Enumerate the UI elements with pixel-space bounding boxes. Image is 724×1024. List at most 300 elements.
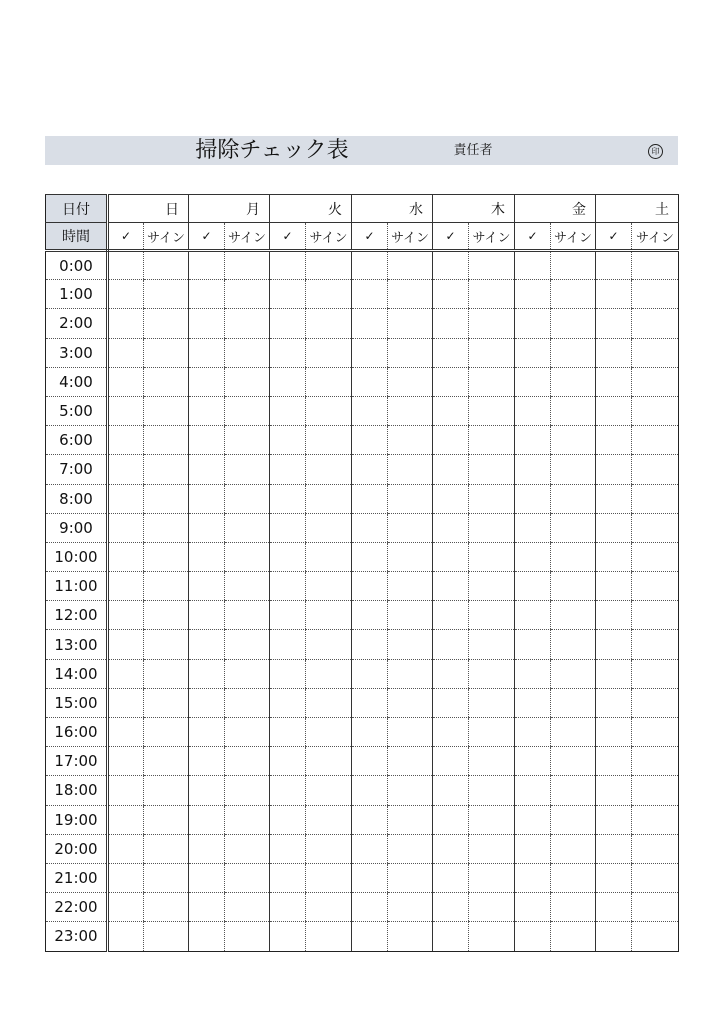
check-cell-mon[interactable]: [189, 630, 225, 659]
check-cell-wed[interactable]: [352, 688, 388, 717]
sign-cell-wed[interactable]: [388, 893, 433, 922]
sign-cell-fri[interactable]: [551, 251, 596, 280]
sign-cell-tue[interactable]: [306, 338, 352, 367]
sign-cell-tue[interactable]: [306, 455, 352, 484]
check-cell-mon[interactable]: [189, 834, 225, 863]
sign-cell-sun[interactable]: [144, 688, 189, 717]
check-cell-thu[interactable]: [433, 776, 469, 805]
sign-cell-fri[interactable]: [551, 688, 596, 717]
check-cell-fri[interactable]: [515, 688, 551, 717]
sign-cell-tue[interactable]: [306, 747, 352, 776]
check-cell-mon[interactable]: [189, 805, 225, 834]
check-cell-mon[interactable]: [189, 688, 225, 717]
check-cell-thu[interactable]: [433, 805, 469, 834]
check-cell-sat[interactable]: [596, 659, 632, 688]
check-cell-mon[interactable]: [189, 455, 225, 484]
sign-cell-mon[interactable]: [225, 426, 270, 455]
sign-cell-sun[interactable]: [144, 542, 189, 571]
check-cell-wed[interactable]: [352, 280, 388, 309]
sign-cell-fri[interactable]: [551, 338, 596, 367]
check-cell-sat[interactable]: [596, 601, 632, 630]
sign-cell-tue[interactable]: [306, 922, 352, 951]
check-cell-thu[interactable]: [433, 834, 469, 863]
check-cell-wed[interactable]: [352, 601, 388, 630]
sign-cell-tue[interactable]: [306, 309, 352, 338]
sign-cell-thu[interactable]: [469, 367, 515, 396]
check-cell-thu[interactable]: [433, 542, 469, 571]
sign-cell-wed[interactable]: [388, 805, 433, 834]
check-cell-mon[interactable]: [189, 484, 225, 513]
sign-cell-mon[interactable]: [225, 309, 270, 338]
sign-cell-fri[interactable]: [551, 513, 596, 542]
sign-cell-wed[interactable]: [388, 747, 433, 776]
check-cell-sun[interactable]: [108, 280, 144, 309]
check-cell-fri[interactable]: [515, 805, 551, 834]
check-cell-fri[interactable]: [515, 893, 551, 922]
sign-cell-sun[interactable]: [144, 338, 189, 367]
check-cell-tue[interactable]: [270, 922, 306, 951]
sign-cell-fri[interactable]: [551, 542, 596, 571]
check-cell-thu[interactable]: [433, 513, 469, 542]
sign-cell-thu[interactable]: [469, 601, 515, 630]
check-cell-sat[interactable]: [596, 251, 632, 280]
check-cell-fri[interactable]: [515, 747, 551, 776]
check-cell-tue[interactable]: [270, 747, 306, 776]
check-cell-wed[interactable]: [352, 338, 388, 367]
check-cell-mon[interactable]: [189, 718, 225, 747]
check-cell-thu[interactable]: [433, 338, 469, 367]
check-cell-fri[interactable]: [515, 251, 551, 280]
check-cell-tue[interactable]: [270, 688, 306, 717]
check-cell-sun[interactable]: [108, 893, 144, 922]
sign-cell-tue[interactable]: [306, 659, 352, 688]
sign-cell-wed[interactable]: [388, 718, 433, 747]
sign-cell-fri[interactable]: [551, 776, 596, 805]
check-cell-sun[interactable]: [108, 251, 144, 280]
check-cell-fri[interactable]: [515, 455, 551, 484]
sign-cell-tue[interactable]: [306, 863, 352, 892]
check-cell-tue[interactable]: [270, 630, 306, 659]
sign-cell-wed[interactable]: [388, 776, 433, 805]
check-cell-wed[interactable]: [352, 893, 388, 922]
sign-cell-wed[interactable]: [388, 601, 433, 630]
sign-cell-sun[interactable]: [144, 893, 189, 922]
sign-cell-thu[interactable]: [469, 572, 515, 601]
sign-cell-tue[interactable]: [306, 718, 352, 747]
check-cell-wed[interactable]: [352, 484, 388, 513]
check-cell-tue[interactable]: [270, 426, 306, 455]
sign-cell-wed[interactable]: [388, 426, 433, 455]
sign-cell-mon[interactable]: [225, 747, 270, 776]
sign-cell-fri[interactable]: [551, 426, 596, 455]
sign-cell-mon[interactable]: [225, 601, 270, 630]
check-cell-mon[interactable]: [189, 922, 225, 951]
check-cell-wed[interactable]: [352, 659, 388, 688]
check-cell-thu[interactable]: [433, 922, 469, 951]
sign-cell-sun[interactable]: [144, 309, 189, 338]
check-cell-sat[interactable]: [596, 426, 632, 455]
check-cell-mon[interactable]: [189, 251, 225, 280]
check-cell-fri[interactable]: [515, 426, 551, 455]
sign-cell-fri[interactable]: [551, 280, 596, 309]
check-cell-tue[interactable]: [270, 718, 306, 747]
sign-cell-fri[interactable]: [551, 367, 596, 396]
sign-cell-thu[interactable]: [469, 280, 515, 309]
sign-cell-mon[interactable]: [225, 776, 270, 805]
check-cell-wed[interactable]: [352, 542, 388, 571]
sign-cell-tue[interactable]: [306, 396, 352, 425]
check-cell-thu[interactable]: [433, 396, 469, 425]
check-cell-wed[interactable]: [352, 863, 388, 892]
sign-cell-tue[interactable]: [306, 834, 352, 863]
check-cell-sun[interactable]: [108, 601, 144, 630]
sign-cell-tue[interactable]: [306, 601, 352, 630]
check-cell-mon[interactable]: [189, 280, 225, 309]
sign-cell-fri[interactable]: [551, 396, 596, 425]
check-cell-thu[interactable]: [433, 367, 469, 396]
check-cell-sun[interactable]: [108, 805, 144, 834]
sign-cell-sun[interactable]: [144, 747, 189, 776]
sign-cell-sat[interactable]: [632, 922, 679, 951]
sign-cell-fri[interactable]: [551, 805, 596, 834]
check-cell-sat[interactable]: [596, 396, 632, 425]
sign-cell-mon[interactable]: [225, 280, 270, 309]
sign-cell-sun[interactable]: [144, 251, 189, 280]
sign-cell-sat[interactable]: [632, 484, 679, 513]
check-cell-wed[interactable]: [352, 805, 388, 834]
check-cell-fri[interactable]: [515, 513, 551, 542]
check-cell-tue[interactable]: [270, 280, 306, 309]
check-cell-sun[interactable]: [108, 484, 144, 513]
sign-cell-tue[interactable]: [306, 426, 352, 455]
check-cell-sun[interactable]: [108, 863, 144, 892]
sign-cell-sat[interactable]: [632, 834, 679, 863]
sign-cell-sun[interactable]: [144, 601, 189, 630]
check-cell-tue[interactable]: [270, 542, 306, 571]
sign-cell-fri[interactable]: [551, 601, 596, 630]
check-cell-wed[interactable]: [352, 367, 388, 396]
check-cell-sun[interactable]: [108, 309, 144, 338]
check-cell-fri[interactable]: [515, 601, 551, 630]
check-cell-fri[interactable]: [515, 338, 551, 367]
check-cell-fri[interactable]: [515, 718, 551, 747]
sign-cell-fri[interactable]: [551, 747, 596, 776]
check-cell-tue[interactable]: [270, 893, 306, 922]
check-cell-sun[interactable]: [108, 542, 144, 571]
sign-cell-wed[interactable]: [388, 455, 433, 484]
sign-cell-thu[interactable]: [469, 396, 515, 425]
check-cell-sun[interactable]: [108, 455, 144, 484]
sign-cell-thu[interactable]: [469, 747, 515, 776]
sign-cell-wed[interactable]: [388, 396, 433, 425]
sign-cell-fri[interactable]: [551, 659, 596, 688]
sign-cell-sun[interactable]: [144, 280, 189, 309]
check-cell-fri[interactable]: [515, 863, 551, 892]
sign-cell-mon[interactable]: [225, 396, 270, 425]
check-cell-sun[interactable]: [108, 338, 144, 367]
sign-cell-wed[interactable]: [388, 922, 433, 951]
check-cell-tue[interactable]: [270, 601, 306, 630]
check-cell-thu[interactable]: [433, 630, 469, 659]
sign-cell-thu[interactable]: [469, 484, 515, 513]
sign-cell-sun[interactable]: [144, 776, 189, 805]
check-cell-wed[interactable]: [352, 396, 388, 425]
check-cell-sat[interactable]: [596, 513, 632, 542]
check-cell-sat[interactable]: [596, 688, 632, 717]
check-cell-sat[interactable]: [596, 718, 632, 747]
check-cell-mon[interactable]: [189, 426, 225, 455]
check-cell-mon[interactable]: [189, 659, 225, 688]
check-cell-mon[interactable]: [189, 747, 225, 776]
check-cell-tue[interactable]: [270, 455, 306, 484]
sign-cell-mon[interactable]: [225, 805, 270, 834]
sign-cell-thu[interactable]: [469, 718, 515, 747]
check-cell-sat[interactable]: [596, 280, 632, 309]
sign-cell-sat[interactable]: [632, 338, 679, 367]
check-cell-sat[interactable]: [596, 922, 632, 951]
sign-cell-wed[interactable]: [388, 688, 433, 717]
check-cell-fri[interactable]: [515, 309, 551, 338]
sign-cell-tue[interactable]: [306, 572, 352, 601]
check-cell-tue[interactable]: [270, 776, 306, 805]
sign-cell-thu[interactable]: [469, 863, 515, 892]
sign-cell-mon[interactable]: [225, 513, 270, 542]
sign-cell-mon[interactable]: [225, 834, 270, 863]
check-cell-tue[interactable]: [270, 572, 306, 601]
sign-cell-sat[interactable]: [632, 572, 679, 601]
sign-cell-sat[interactable]: [632, 601, 679, 630]
sign-cell-sun[interactable]: [144, 863, 189, 892]
check-cell-thu[interactable]: [433, 863, 469, 892]
check-cell-sun[interactable]: [108, 396, 144, 425]
sign-cell-sat[interactable]: [632, 280, 679, 309]
sign-cell-tue[interactable]: [306, 893, 352, 922]
sign-cell-sun[interactable]: [144, 630, 189, 659]
check-cell-thu[interactable]: [433, 280, 469, 309]
sign-cell-thu[interactable]: [469, 426, 515, 455]
sign-cell-mon[interactable]: [225, 718, 270, 747]
sign-cell-thu[interactable]: [469, 455, 515, 484]
check-cell-wed[interactable]: [352, 572, 388, 601]
check-cell-thu[interactable]: [433, 601, 469, 630]
check-cell-thu[interactable]: [433, 659, 469, 688]
check-cell-tue[interactable]: [270, 309, 306, 338]
check-cell-tue[interactable]: [270, 863, 306, 892]
sign-cell-wed[interactable]: [388, 513, 433, 542]
sign-cell-sat[interactable]: [632, 630, 679, 659]
check-cell-tue[interactable]: [270, 396, 306, 425]
check-cell-tue[interactable]: [270, 367, 306, 396]
check-cell-sun[interactable]: [108, 688, 144, 717]
check-cell-tue[interactable]: [270, 659, 306, 688]
sign-cell-fri[interactable]: [551, 484, 596, 513]
sign-cell-wed[interactable]: [388, 834, 433, 863]
check-cell-wed[interactable]: [352, 309, 388, 338]
sign-cell-thu[interactable]: [469, 776, 515, 805]
sign-cell-mon[interactable]: [225, 922, 270, 951]
sign-cell-sun[interactable]: [144, 396, 189, 425]
check-cell-sat[interactable]: [596, 484, 632, 513]
sign-cell-sun[interactable]: [144, 922, 189, 951]
check-cell-sun[interactable]: [108, 659, 144, 688]
check-cell-mon[interactable]: [189, 338, 225, 367]
sign-cell-sun[interactable]: [144, 367, 189, 396]
check-cell-wed[interactable]: [352, 630, 388, 659]
sign-cell-thu[interactable]: [469, 922, 515, 951]
check-cell-wed[interactable]: [352, 513, 388, 542]
sign-cell-tue[interactable]: [306, 280, 352, 309]
check-cell-wed[interactable]: [352, 718, 388, 747]
check-cell-wed[interactable]: [352, 834, 388, 863]
sign-cell-wed[interactable]: [388, 630, 433, 659]
check-cell-mon[interactable]: [189, 776, 225, 805]
sign-cell-tue[interactable]: [306, 805, 352, 834]
check-cell-thu[interactable]: [433, 893, 469, 922]
check-cell-fri[interactable]: [515, 367, 551, 396]
check-cell-sun[interactable]: [108, 747, 144, 776]
check-cell-mon[interactable]: [189, 893, 225, 922]
sign-cell-mon[interactable]: [225, 251, 270, 280]
sign-cell-sun[interactable]: [144, 805, 189, 834]
sign-cell-tue[interactable]: [306, 513, 352, 542]
sign-cell-sat[interactable]: [632, 805, 679, 834]
sign-cell-tue[interactable]: [306, 367, 352, 396]
check-cell-sat[interactable]: [596, 863, 632, 892]
check-cell-sat[interactable]: [596, 309, 632, 338]
sign-cell-fri[interactable]: [551, 893, 596, 922]
sign-cell-sun[interactable]: [144, 659, 189, 688]
sign-cell-sat[interactable]: [632, 426, 679, 455]
check-cell-sun[interactable]: [108, 426, 144, 455]
sign-cell-sat[interactable]: [632, 776, 679, 805]
sign-cell-sat[interactable]: [632, 863, 679, 892]
check-cell-sat[interactable]: [596, 747, 632, 776]
check-cell-fri[interactable]: [515, 630, 551, 659]
sign-cell-sun[interactable]: [144, 426, 189, 455]
check-cell-mon[interactable]: [189, 513, 225, 542]
check-cell-sat[interactable]: [596, 338, 632, 367]
sign-cell-thu[interactable]: [469, 659, 515, 688]
sign-cell-sat[interactable]: [632, 659, 679, 688]
check-cell-sat[interactable]: [596, 367, 632, 396]
check-cell-fri[interactable]: [515, 280, 551, 309]
check-cell-wed[interactable]: [352, 922, 388, 951]
sign-cell-sat[interactable]: [632, 513, 679, 542]
sign-cell-wed[interactable]: [388, 863, 433, 892]
sign-cell-wed[interactable]: [388, 542, 433, 571]
check-cell-fri[interactable]: [515, 659, 551, 688]
sign-cell-fri[interactable]: [551, 834, 596, 863]
sign-cell-mon[interactable]: [225, 893, 270, 922]
check-cell-tue[interactable]: [270, 251, 306, 280]
check-cell-sat[interactable]: [596, 834, 632, 863]
sign-cell-sun[interactable]: [144, 484, 189, 513]
sign-cell-tue[interactable]: [306, 688, 352, 717]
check-cell-wed[interactable]: [352, 455, 388, 484]
sign-cell-sun[interactable]: [144, 513, 189, 542]
check-cell-sun[interactable]: [108, 630, 144, 659]
check-cell-sun[interactable]: [108, 922, 144, 951]
check-cell-mon[interactable]: [189, 572, 225, 601]
check-cell-mon[interactable]: [189, 601, 225, 630]
sign-cell-wed[interactable]: [388, 251, 433, 280]
sign-cell-sun[interactable]: [144, 834, 189, 863]
check-cell-thu[interactable]: [433, 572, 469, 601]
check-cell-mon[interactable]: [189, 542, 225, 571]
check-cell-thu[interactable]: [433, 688, 469, 717]
sign-cell-fri[interactable]: [551, 309, 596, 338]
check-cell-mon[interactable]: [189, 309, 225, 338]
sign-cell-tue[interactable]: [306, 630, 352, 659]
check-cell-sat[interactable]: [596, 893, 632, 922]
check-cell-sat[interactable]: [596, 455, 632, 484]
sign-cell-sat[interactable]: [632, 747, 679, 776]
check-cell-thu[interactable]: [433, 484, 469, 513]
check-cell-fri[interactable]: [515, 776, 551, 805]
sign-cell-mon[interactable]: [225, 455, 270, 484]
sign-cell-wed[interactable]: [388, 309, 433, 338]
check-cell-tue[interactable]: [270, 338, 306, 367]
check-cell-sat[interactable]: [596, 630, 632, 659]
sign-cell-fri[interactable]: [551, 863, 596, 892]
sign-cell-wed[interactable]: [388, 659, 433, 688]
check-cell-mon[interactable]: [189, 863, 225, 892]
sign-cell-mon[interactable]: [225, 659, 270, 688]
sign-cell-wed[interactable]: [388, 484, 433, 513]
sign-cell-mon[interactable]: [225, 688, 270, 717]
check-cell-fri[interactable]: [515, 834, 551, 863]
sign-cell-fri[interactable]: [551, 718, 596, 747]
sign-cell-thu[interactable]: [469, 338, 515, 367]
sign-cell-wed[interactable]: [388, 280, 433, 309]
sign-cell-thu[interactable]: [469, 251, 515, 280]
check-cell-sat[interactable]: [596, 805, 632, 834]
sign-cell-mon[interactable]: [225, 863, 270, 892]
check-cell-sat[interactable]: [596, 542, 632, 571]
check-cell-sat[interactable]: [596, 776, 632, 805]
check-cell-sun[interactable]: [108, 513, 144, 542]
check-cell-fri[interactable]: [515, 572, 551, 601]
check-cell-fri[interactable]: [515, 542, 551, 571]
sign-cell-fri[interactable]: [551, 922, 596, 951]
check-cell-sat[interactable]: [596, 572, 632, 601]
check-cell-thu[interactable]: [433, 309, 469, 338]
check-cell-thu[interactable]: [433, 747, 469, 776]
sign-cell-thu[interactable]: [469, 630, 515, 659]
sign-cell-mon[interactable]: [225, 572, 270, 601]
check-cell-sun[interactable]: [108, 718, 144, 747]
check-cell-tue[interactable]: [270, 805, 306, 834]
sign-cell-mon[interactable]: [225, 484, 270, 513]
sign-cell-thu[interactable]: [469, 893, 515, 922]
sign-cell-sat[interactable]: [632, 718, 679, 747]
check-cell-thu[interactable]: [433, 455, 469, 484]
check-cell-tue[interactable]: [270, 513, 306, 542]
check-cell-thu[interactable]: [433, 718, 469, 747]
sign-cell-wed[interactable]: [388, 572, 433, 601]
sign-cell-sat[interactable]: [632, 455, 679, 484]
check-cell-tue[interactable]: [270, 834, 306, 863]
sign-cell-sat[interactable]: [632, 893, 679, 922]
check-cell-wed[interactable]: [352, 747, 388, 776]
check-cell-fri[interactable]: [515, 484, 551, 513]
sign-cell-sat[interactable]: [632, 688, 679, 717]
check-cell-fri[interactable]: [515, 396, 551, 425]
check-cell-mon[interactable]: [189, 396, 225, 425]
sign-cell-sat[interactable]: [632, 367, 679, 396]
sign-cell-fri[interactable]: [551, 630, 596, 659]
sign-cell-fri[interactable]: [551, 572, 596, 601]
